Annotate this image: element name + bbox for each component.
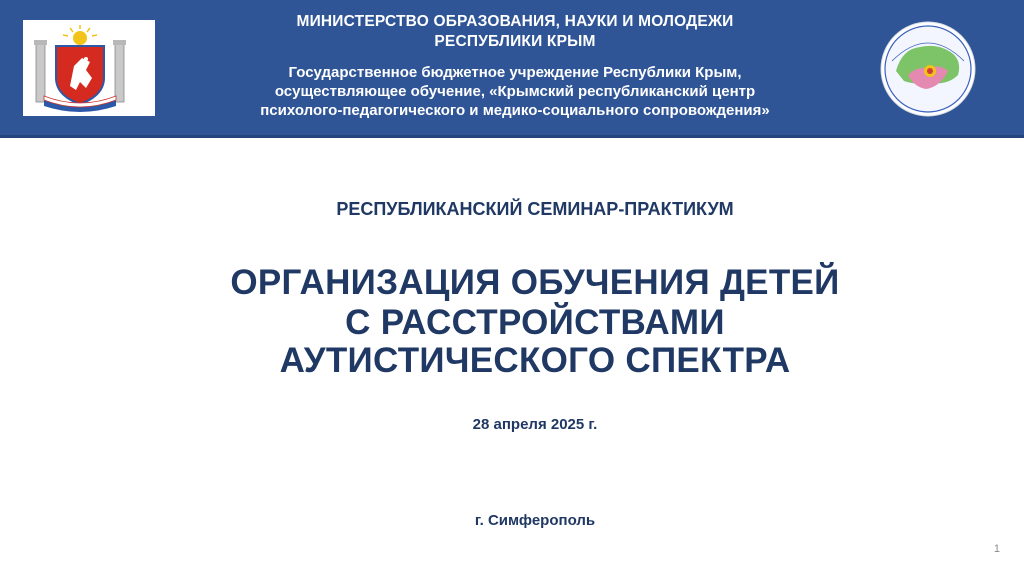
- header-divider: [0, 135, 1024, 138]
- slide-title-line-3: АУТИСТИЧЕСКОГО СПЕКТРА: [279, 341, 791, 380]
- page-number: 1: [993, 543, 1000, 555]
- slide-title-line-1: ОРГАНИЗАЦИЯ ОБУЧЕНИЯ ДЕТЕЙ: [230, 263, 840, 302]
- institution-line-3: психолого-педагогического и медико-социального сопровождения»: [260, 102, 770, 119]
- slide-title-line-2: С РАССТРОЙСТВАМИ: [345, 303, 725, 342]
- institution-line-1: Государственное бюджетное учреждение Республики Крым,: [288, 64, 742, 81]
- ministry-title: МИНИСТЕРСТВО ОБРАЗОВАНИЯ, НАУКИ И МОЛОДЕЖИ: [296, 13, 734, 30]
- institution-line-2: осуществляющее обучение, «Крымский республиканский центр: [274, 83, 756, 100]
- event-city: г. Симферополь: [474, 512, 596, 529]
- crimea-coat-of-arms-icon: [30, 22, 130, 112]
- seminar-label: РЕСПУБЛИКАНСКИЙ СЕМИНАР-ПРАКТИКУМ: [336, 199, 734, 219]
- ministry-title-region: РЕСПУБЛИКИ КРЫМ: [434, 33, 596, 50]
- center-emblem-icon: [878, 19, 978, 119]
- event-date: 28 апреля 2025 г.: [472, 416, 598, 433]
